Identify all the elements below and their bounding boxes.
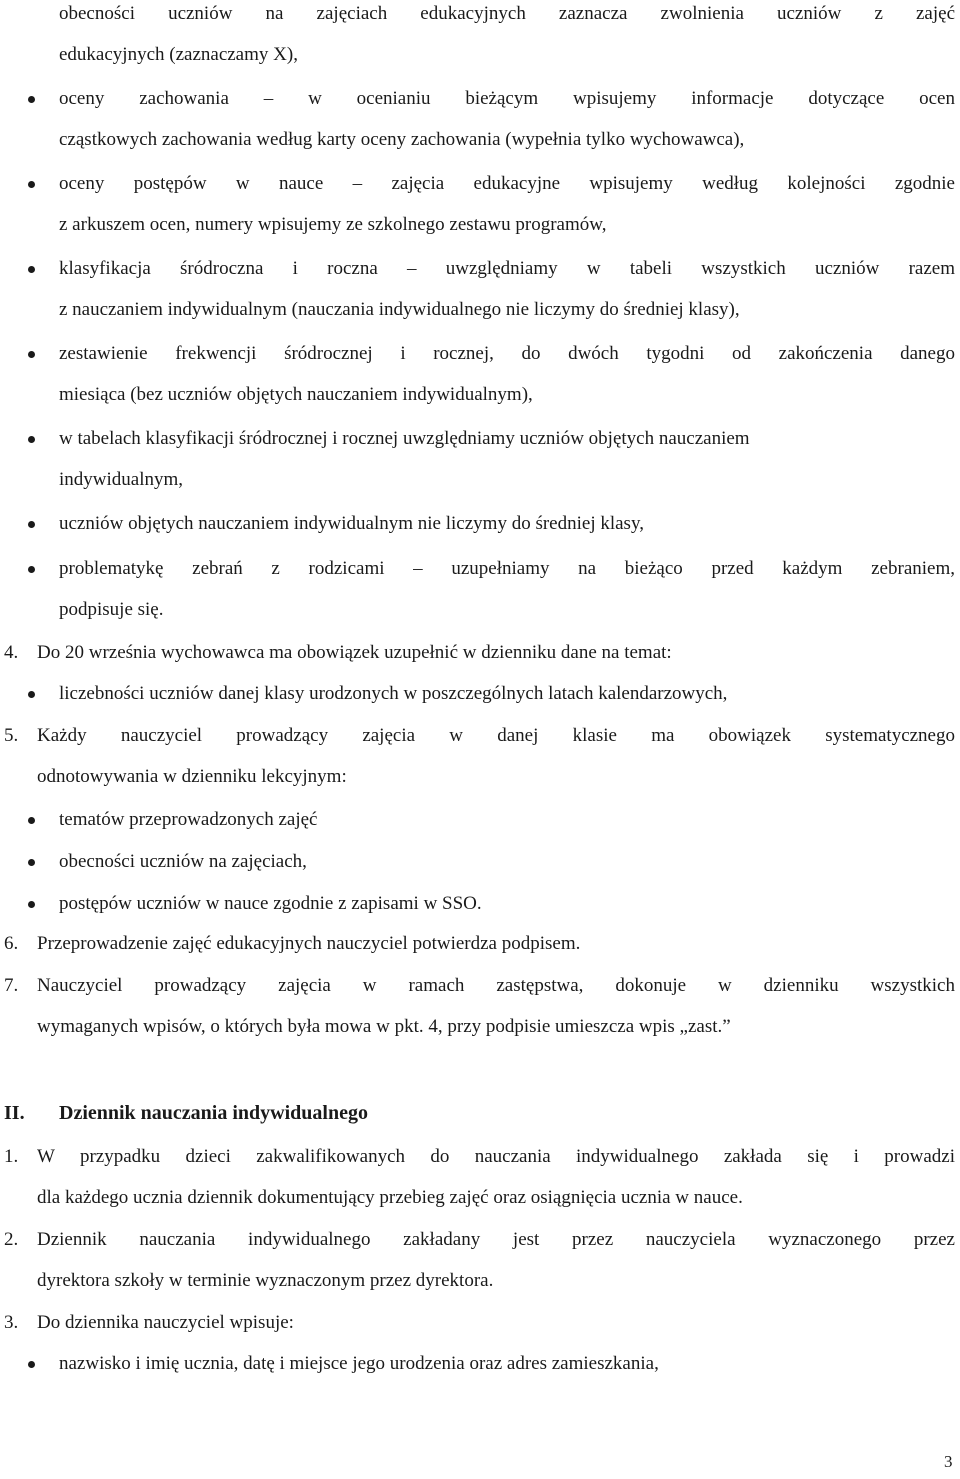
list-number: 7. [4, 975, 19, 996]
text-line: dla każdego ucznia dziennik dokumentujący przebieg zajęć oraz osiągnięcia ucznia w nauce. [37, 1187, 743, 1208]
list-number: 5. [4, 725, 19, 746]
text-line: edukacyjnych (zaznaczamy X), [59, 44, 298, 65]
list-number: 3. [4, 1312, 19, 1333]
bullet-icon [28, 181, 35, 188]
text-line: uczniów objętych nauczaniem indywidualnym nie liczymy do średniej klasy, [59, 513, 644, 534]
text-line: cząstkowych zachowania według karty oceny zachowania (wypełnia tylko wychowawca), [59, 129, 745, 150]
text-line: Do dziennika nauczyciel wpisuje: [37, 1312, 294, 1333]
text-line: liczebności uczniów danej klasy urodzonych w poszczególnych latach kalendarzowych, [59, 683, 728, 704]
page-number: 3 [944, 1452, 953, 1471]
text-line: oceny postępów w nauce – zajęcia edukacyjne wpisujemy według kolejności zgodnie [59, 173, 955, 194]
list-number: 2. [4, 1229, 19, 1250]
text-line: dyrektora szkoły w terminie wyznaczonym przez dyrektora. [37, 1270, 494, 1291]
text-line: miesiąca (bez uczniów objętych nauczaniem indywidualnym), [59, 384, 533, 405]
text-line: indywidualnym, [59, 469, 184, 490]
text-line: z arkuszem ocen, numery wpisujemy ze szkolnego zestawu programów, [59, 214, 607, 235]
text-line: tematów przeprowadzonych zajęć [59, 809, 318, 830]
text-line: obecności uczniów na zajęciach, [59, 851, 307, 872]
bullet-icon [28, 901, 35, 908]
text-line: problematykę zebrań z rodzicami – uzupełniamy na bieżąco przed każdym zebraniem, [59, 558, 955, 579]
text-line: Nauczyciel prowadzący zajęcia w ramach zastępstwa, dokonuje w dzienniku wszystkich [37, 975, 955, 996]
text-line: Dziennik nauczania indywidualnego zakładany jest przez nauczyciela wyznaczonego przez [37, 1229, 955, 1250]
text-line: wymaganych wpisów, o których była mowa w pkt. 4, przy podpisie umieszcza wpis „zast.” [37, 1016, 731, 1037]
text-line: podpisuje się. [59, 599, 164, 620]
text-line: obecności uczniów na zajęciach edukacyjnych zaznacza zwolnienia uczniów z zajęć [59, 3, 955, 24]
text-line: Każdy nauczyciel prowadzący zajęcia w danej klasie ma obowiązek systematycznego [37, 725, 955, 746]
list-number: 4. [4, 642, 19, 663]
bullet-icon [28, 1361, 35, 1368]
text-line: postępów uczniów w nauce zgodnie z zapisami w SSO. [59, 893, 482, 914]
list-number: 6. [4, 933, 19, 954]
bullet-icon [28, 691, 35, 698]
text-line: odnotowywania w dzienniku lekcyjnym: [37, 766, 347, 787]
bullet-icon [28, 96, 35, 103]
text-line: Przeprowadzenie zajęć edukacyjnych nauczyciel potwierdza podpisem. [37, 933, 581, 954]
bullet-icon [28, 859, 35, 866]
text-line: nazwisko i imię ucznia, datę i miejsce jego urodzenia oraz adres zamieszkania, [59, 1353, 659, 1374]
bullet-icon [28, 351, 35, 358]
text-line: klasyfikacja śródroczna i roczna – uwzględniamy w tabeli wszystkich uczniów razem [59, 258, 955, 279]
bullet-icon [28, 436, 35, 443]
text-line: oceny zachowania – w ocenianiu bieżącym wpisujemy informacje dotyczące ocen [59, 88, 955, 109]
section-title: Dziennik nauczania indywidualnego [59, 1102, 368, 1124]
bullet-icon [28, 566, 35, 573]
text-line: zestawienie frekwencji śródrocznej i rocznej, do dwóch tygodni od zakończenia danego [59, 343, 955, 364]
text-line: w tabelach klasyfikacji śródrocznej i rocznej uwzględniamy uczniów objętych nauczaniem [59, 428, 750, 449]
text-line: Do 20 września wychowawca ma obowiązek uzupełnić w dzienniku dane na temat: [37, 642, 672, 663]
bullet-icon [28, 817, 35, 824]
list-number: 1. [4, 1146, 19, 1167]
bullet-icon [28, 266, 35, 273]
bullet-icon [28, 521, 35, 528]
text-line: W przypadku dzieci zakwalifikowanych do nauczania indywidualnego zakłada się i prowadzi [37, 1146, 955, 1167]
text-line: z nauczaniem indywidualnym (nauczania indywidualnego nie liczymy do średniej klasy), [59, 299, 740, 320]
section-number: II. [4, 1102, 25, 1124]
